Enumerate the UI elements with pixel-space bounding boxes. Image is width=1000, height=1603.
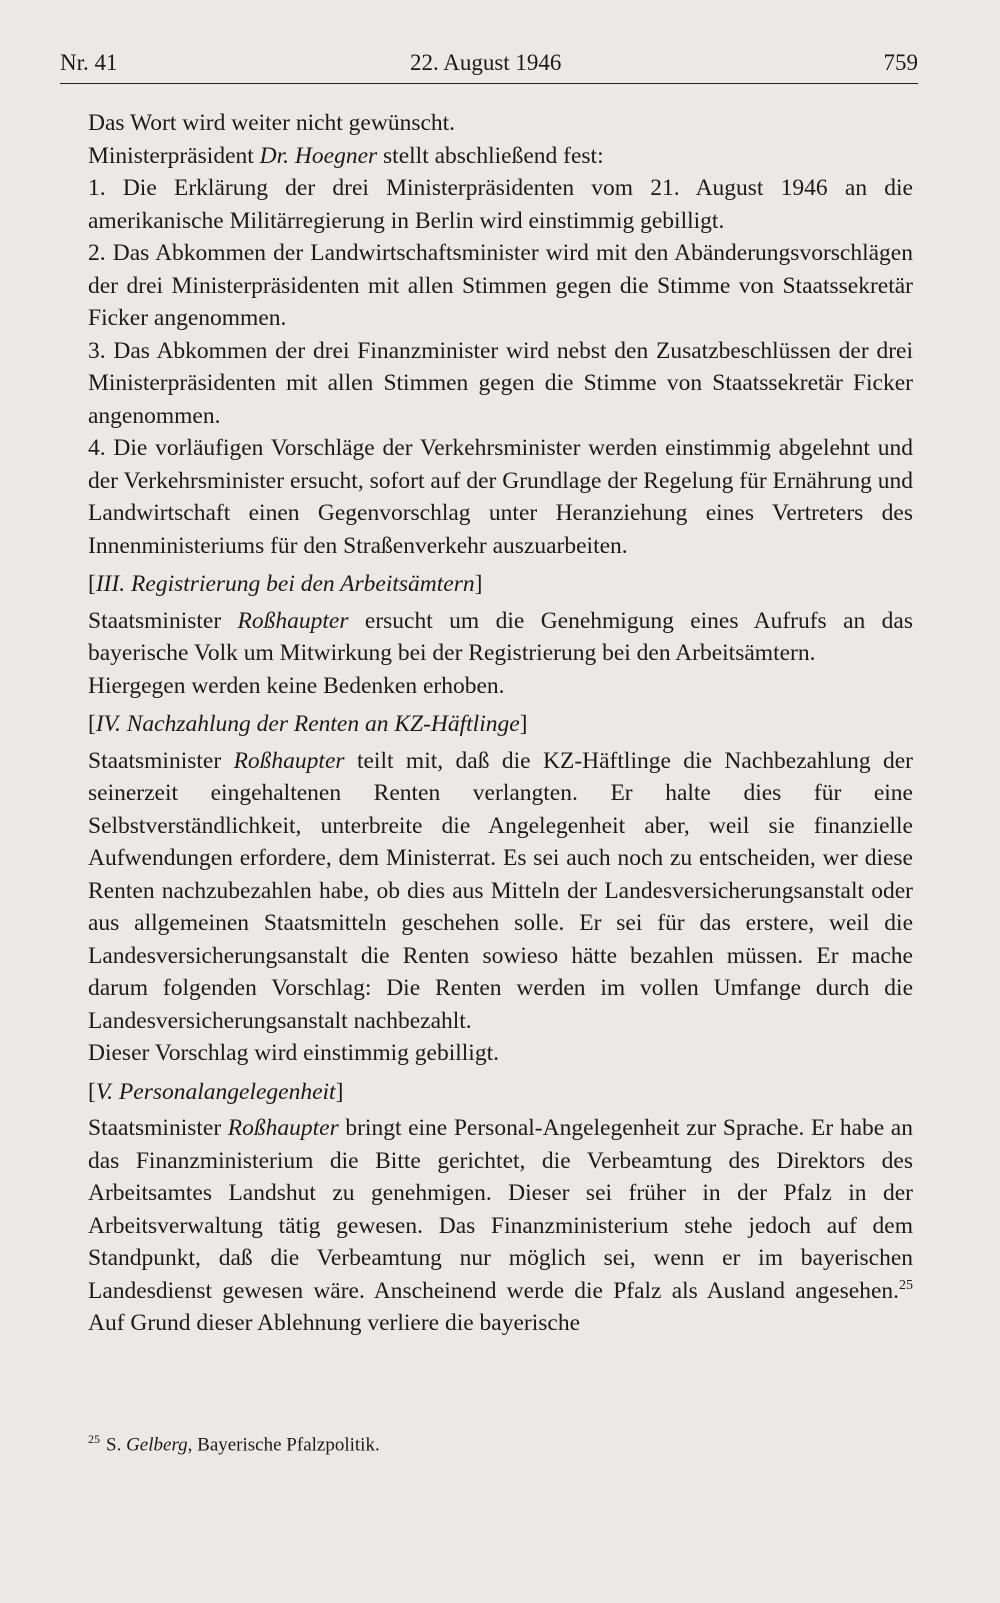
body-text	[88, 107, 913, 1340]
footnote-text: , Bayerische Pfalzpolitik.	[187, 1434, 380, 1456]
section-heading: [III. Registrierung bei den Arbeitsämtern]	[88, 571, 483, 597]
header-rule	[60, 83, 918, 84]
paragraph: Dieser Vorschlag wird einstimmig gebilligt.	[88, 1040, 499, 1066]
issue-date: 22. August 1946	[410, 50, 562, 75]
footnote	[88, 1426, 913, 1458]
text-span: Hiergegen werden keine Bedenken erhoben.	[88, 672, 505, 699]
paragraph	[88, 745, 913, 1038]
paragraph	[88, 605, 913, 670]
footnote-author: Gelberg	[126, 1434, 188, 1456]
section-heading: [IV. Nachzahlung der Renten an KZ-Häftlinge]	[88, 711, 528, 737]
section-heading-text: III. Registrierung bei den Arbeitsämtern	[95, 571, 475, 597]
person-name: Roßhaupter	[233, 747, 345, 774]
text-span: Ministerpräsident	[88, 142, 260, 169]
person-name: Roßhaupter	[227, 1115, 339, 1141]
paragraph	[88, 140, 913, 173]
footnote-number: 25	[88, 1432, 100, 1446]
issue-number: Nr. 41	[60, 50, 118, 75]
text-span: S.	[106, 1434, 127, 1456]
section-heading: [V. Personalangelegenheit]	[88, 1078, 344, 1105]
person-name: Dr. Hoegner	[259, 142, 378, 169]
paragraph	[88, 1112, 913, 1340]
footnote-reference[interactable]: 25	[899, 1277, 913, 1293]
text-span: Staatsminister	[88, 607, 238, 634]
list-item: 3. Das Abkommen der drei Finanzminister wird nebst den Zusatzbeschlüssen der drei Ministerpräsidenten mit allen Stimmen gegen die Stimme von Staatssekretär Ficker angenommen.	[88, 337, 913, 429]
list-item: 1. Die Erklärung der drei Ministerpräsidenten vom 21. August 1946 an die amerikanische Militärregierung in Berlin wird einstimmig gebilligt.	[88, 175, 913, 234]
text-span: Staatsminister	[88, 1115, 228, 1141]
text-span: stellt abschließend fest:	[377, 142, 604, 169]
text-span: Auf Grund dieser Ablehnung verliere die bayerische	[88, 1310, 581, 1336]
person-name: Roßhaupter	[237, 607, 349, 634]
paragraph: Das Wort wird weiter nicht gewünscht.	[88, 110, 456, 136]
text-span: ersucht um die Genehmigung eines Aufrufs an das bayerische Volk um Mitwirkung bei der Registrierung bei den Arbeitsämtern.	[88, 607, 913, 666]
section-heading-text: V. Personalangelegenheit	[95, 1078, 336, 1105]
text-span: teilt mit, daß die KZ-Häftlinge die Nachbezahlung der seinerzeit eingehaltenen Renten verlangten. Er halte dies für eine Selbstverständlichkeit, unterbreite die Angelegenheit aber, weil sie finanzielle Aufwendungen erfordere, dem Ministerrat. Es sei auch noch zu entscheiden, wer diese Renten nachzubezahlen habe, ob dies aus Mitteln der Landesversicherungsanstalt oder aus allgemeinen Staatsmitteln geschehen solle. Er sei für das erstere, weil die Landesversicherungsanstalt die Renten sowieso hätte bezahlen müssen. Er mache darum folgenden Vorschlag: Die Renten werden im vollen Umfange durch die Landesversicherungsanstalt nachbezahlt.	[88, 747, 914, 1034]
list-item: 4. Die vorläufigen Vorschläge der Verkehrsminister werden einstimmig abgelehnt und der Verkehrsminister ersucht, sofort auf der Grundlage der Regelung für Ernährung und Landwirtschaft einen Gegenvorschlag unter Heranziehung eines Vertreters des Innenministeriums für den Straßenverkehr auszuarbeiten.	[88, 435, 913, 559]
text-span: bringt eine Personal-Angelegenheit zur Sprache. Er habe an das Finanzministerium die Bitte gerichtet, die Verbeamtung des Direktors des Arbeitsamtes Landshut zu genehmigen. Dieser sei früher in der Pfalz in der Arbeitsverwaltung tätig gewesen. Das Finanzministerium stehe jedoch auf dem Standpunkt, daß die Verbeamtung nur möglich sei, wenn er im bayerischen Landesdienst gewesen wäre. Anscheinend werde die Pfalz als Ausland angesehen.	[88, 1115, 913, 1304]
list-item: 2. Das Abkommen der Landwirtschaftsminister wird mit den Abänderungsvorschlägen der drei Ministerpräsidenten mit allen Stimmen gegen die Stimme von Staatssekretär Ficker angenommen.	[88, 240, 913, 331]
running-head	[60, 44, 918, 84]
text-span: Staatsminister	[88, 747, 234, 774]
paragraph	[88, 670, 913, 703]
page-number: 759	[883, 50, 918, 75]
section-heading-text: IV. Nachzahlung der Renten an KZ-Häftlinge	[95, 711, 520, 737]
